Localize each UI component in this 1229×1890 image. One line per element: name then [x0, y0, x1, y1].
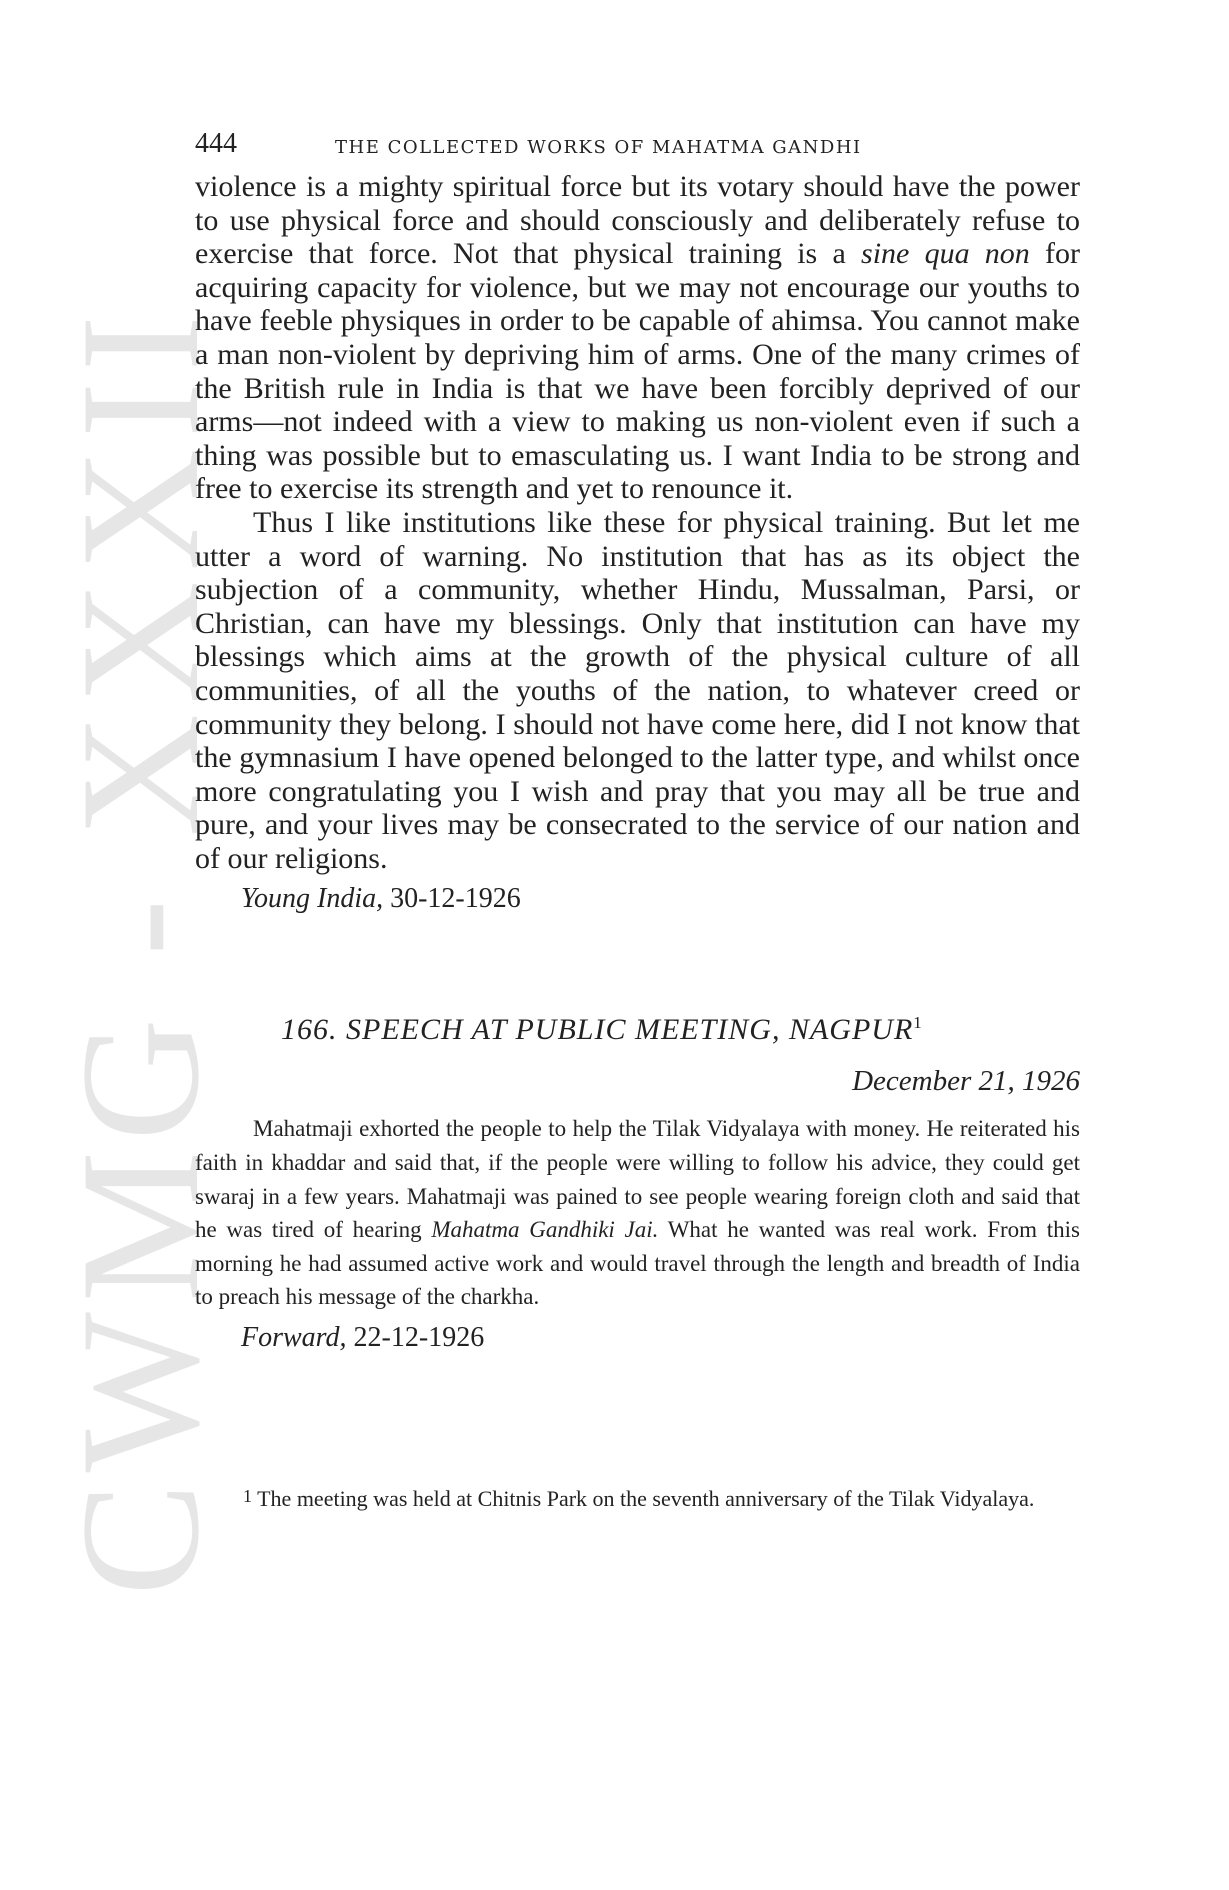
- footnote-ref: 1: [913, 1013, 923, 1033]
- paragraph-1-rest: for acquiring capacity for violence, but we may not encourage our youths to have feeble physiques in order to be capable of ahimsa. You cannot make a man non-violent by depriving him of arms. One of the many crimes of the British rule in India is that we have been forcibly deprived of our arms—not indeed with a view to making us non-violent even if such a thing was possible but to emasculating us. I want India to be strong and free to exercise its strength and yet to renounce it.: [195, 237, 1081, 506]
- report-text-rest: What he wanted was real work. From this morning he had assumed active work and would travel through the length and breadth of India to preach his message of the charkha.: [195, 1217, 1080, 1310]
- source-1-date: 30-12-1926: [390, 883, 521, 915]
- running-title: THE COLLECTED WORKS OF MAHATMA GANDHI: [335, 137, 862, 158]
- watermark-text: CWMG - XXXII: [45, 304, 234, 1596]
- footnote-marker: 1: [243, 1486, 252, 1507]
- watermark: [45, 304, 234, 1596]
- report-text: Mahatmaji exhorted the people to help the Tilak Vidyalaya with money. He reiterated his faith in khaddar and said that, if the people were willing to follow his advice, they could get swaraj in a few years. Mahatmaji was pained to see people wearing foreign cloth and said that he was tired of hearing: [195, 1116, 1080, 1243]
- footnote: [195, 1480, 1080, 1515]
- source-citation-1: [241, 883, 1080, 915]
- paragraph-1-italic: sine qua non: [861, 237, 1030, 271]
- paragraph-1-text: violence is a mighty spiritual force but its votary should have the power to use physical force and should consciously and deliberately refuse to exercise that force. Not that physical training is a: [195, 170, 1080, 271]
- source-1-title: Young India,: [241, 883, 384, 915]
- section-title-text: 166. SPEECH AT PUBLIC MEETING, NAGPUR: [281, 1013, 914, 1047]
- paragraph-continuation: [195, 170, 1080, 506]
- section-title: [281, 1013, 1080, 1047]
- running-head: [195, 120, 1080, 170]
- report-italic: Mahatma Gandhiki Jai.: [431, 1217, 659, 1243]
- footnote-text: The meeting was held at Chitnis Park on the seventh anniversary of the Tilak Vidyalaya.: [257, 1486, 1035, 1512]
- source-2-title: Forward,: [241, 1322, 347, 1354]
- page-number: 444: [195, 128, 237, 159]
- dateline: December 21, 1926: [852, 1065, 1080, 1098]
- page: [195, 120, 1080, 1515]
- source-2-date: 22-12-1926: [353, 1322, 485, 1354]
- report-paragraph: [195, 1112, 1080, 1314]
- source-citation-2: [241, 1322, 1080, 1354]
- paragraph-2: Thus I like institutions like these for physical training. But let me utter a word of warning. No institution that has as its object the subjection of a community, whether Hindu, Mussalman, Parsi, or Christian, can have my blessings. Only that institution can have my blessings which aims at the growth of the physical culture of all communities, of all the youths of the nation, to whatever creed or community they belong. I should not have come here, did I not know that the gymnasium I have opened belonged to the latter type, and whilst once more congratulating you I wish and pray that you may all be true and pure, and your lives may be consecrated to the service of our nation and of our religions.: [195, 505, 1080, 875]
